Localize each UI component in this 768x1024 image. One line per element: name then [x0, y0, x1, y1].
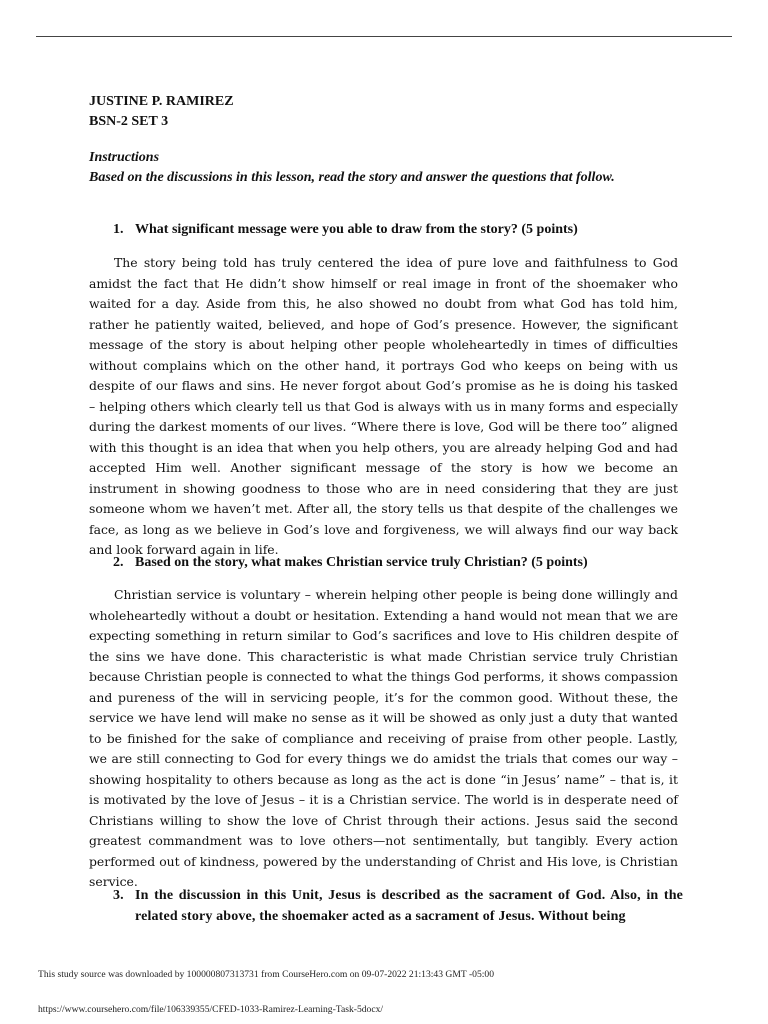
- question-3-number: 3.: [113, 888, 124, 903]
- question-1-number: 1.: [113, 222, 124, 237]
- question-1: [113, 219, 683, 240]
- top-divider: [36, 36, 732, 37]
- answer-2: Christian service is voluntary – wherein helping other people is being done willingly and wholeheartedly without a doubt or hesitation. Extending a hand would not mean that we are expecting something in return similar to God’s sacrifices and love to His children despite of the sins we have done. This characteristic is what made Christian service truly Christian because Christian people is connected to what the things God performs, it shows compassion and pureness of the will in servicing people, it’s for the common good. Without these, the service we have lend will make no sense as it will be showed as only just a duty that wanted to be finished for the sake of compliance and receiving of praise from other people. Lastly, we are still connecting to God for every things we do amidst the trials that comes our way – showing hospitality to others because as long as the act is done “in Jesus’ name” – that is, it is motivated by the love of Jesus – it is a Christian service. The world is in desperate need of Christians willing to show the love of Christ through their actions. Jesus said the second greatest commandment was to love others—not sentimentally, but tangibly. Every action performed out of kindness, powered by the understanding of Christ and His love, is Christian service.: [89, 587, 678, 889]
- question-2: [113, 552, 683, 573]
- question-1-text: What significant message were you able to draw from the story? (5 points): [135, 222, 578, 237]
- instructions-block: [89, 148, 615, 188]
- instructions-title: Instructions: [89, 150, 160, 165]
- author-name: JUSTINE P. RAMIREZ: [89, 94, 234, 109]
- download-notice: This study source was downloaded by 100000807313731 from CourseHero.com on 09-07-2022 21:13:43 GMT -05:00: [38, 969, 495, 980]
- source-url[interactable]: https://www.coursehero.com/file/106339355/CFED-1033-Ramirez-Learning-Task-5docx/: [38, 1004, 384, 1015]
- author-section: BSN-2 SET 3: [89, 114, 169, 129]
- question-2-text: Based on the story, what makes Christian service truly Christian? (5 points): [135, 555, 588, 570]
- author-block: [89, 92, 234, 132]
- question-3-text: In the discussion in this Unit, Jesus is described as the sacrament of God. Also, in the related story above, the shoemaker acted as a sacrament of Jesus. Without being: [135, 888, 683, 924]
- question-3: [113, 885, 683, 927]
- question-2-number: 2.: [113, 555, 124, 570]
- answer-1: The story being told has truly centered the idea of pure love and faithfulness to God amidst the fact that He didn’t show himself or real image in front of the shoemaker who waited for a day. Aside from this, he also showed no doubt from what God has told him, rather he patiently waited, believed, and hope of God’s presence. However, the significant message of the story is about helping other people wholeheartedly in times of difficulties without complains which on the other hand, it portrays God who keeps on being with us despite of our flaws and sins. He never forgot about God’s promise as he is doing his tasked – helping others which clearly tell us that God is always with us in many forms and especially during the darkest moments of our lives. “Where there is love, God will be there too” aligned with this thought is an idea that when you help others, you are already helping God and had accepted Him well. Another significant message of the story is how we become an instrument in showing goodness to those who are in need considering that they are just someone whom we haven’t met. After all, the story tells us that despite of the challenges we face, as long as we believe in God’s love and forgiveness, we will always find our way back and look forward again in life.: [89, 255, 678, 557]
- instructions-text: Based on the discussions in this lesson, read the story and answer the questions that follow.: [89, 170, 615, 185]
